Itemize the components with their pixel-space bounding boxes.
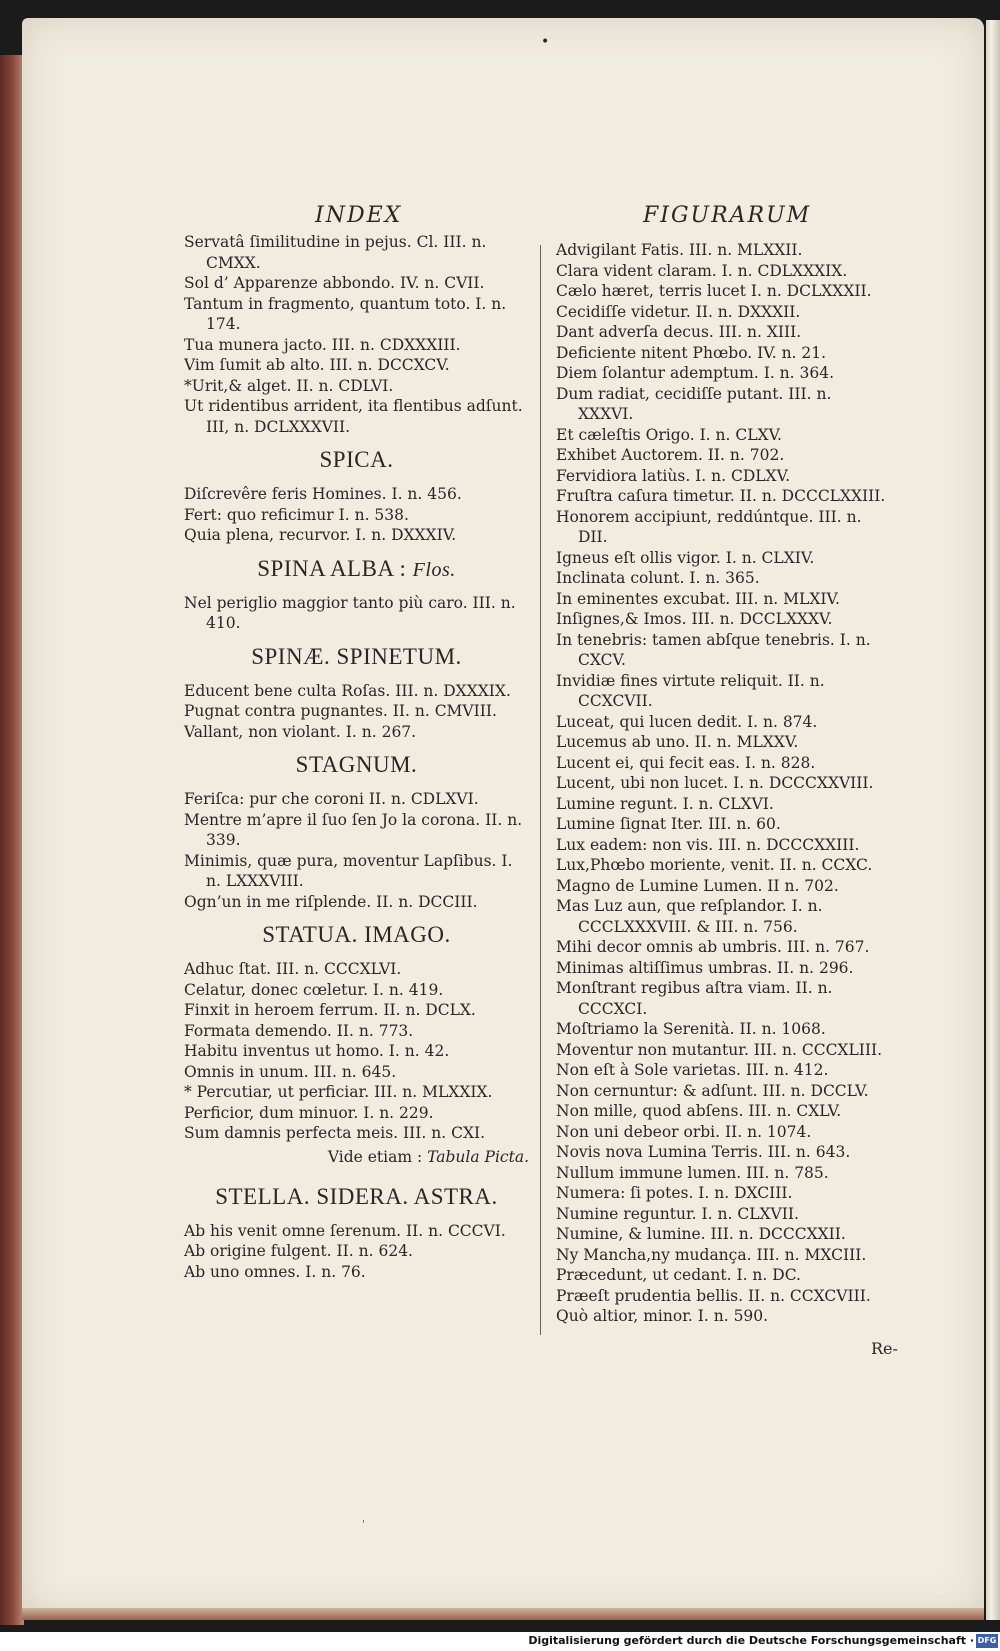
index-entry: *Urit,& alget. II. n. CDLVI. — [184, 376, 394, 395]
index-entry: Lucemus ab uno. II. n. MLXXV. — [556, 733, 799, 751]
cross-reference — [184, 1146, 529, 1168]
index-entry: Lux eadem: non vis. III. n. DCCCXXIII. — [556, 835, 860, 854]
index-entry: Minimas altiſſimus umbras. II. n. 296. — [556, 958, 854, 977]
index-entry: Lumine regunt. I. n. CLXVI. — [556, 794, 774, 813]
index-entry: Cecidiſſe videtur. II. n. DXXXII. — [556, 302, 801, 321]
book-edge-bottom — [22, 1608, 984, 1620]
section-heading-spica: SPICA. — [319, 447, 394, 472]
section-heading-statua: STATUA. IMAGO. — [262, 922, 451, 947]
index-entry: Vallant, non violant. I. n. 267. — [184, 722, 417, 741]
index-entry: Non mille, quod abſens. III. n. CXLV. — [556, 1102, 842, 1120]
index-entry: Ab his venit omne ſerenum. II. n. CCCVI. — [184, 1221, 506, 1240]
footer-credit: Digitalisierung gefördert durch die Deutsche Forschungsgemeinschaft · — [528, 1634, 974, 1647]
book-fore-edge — [986, 20, 1000, 1620]
catchword: Re- — [871, 1339, 898, 1358]
index-entry: Lucent, ubi non lucet. I. n. DCCCXXVIII. — [556, 774, 874, 792]
index-entry: Numera: ſi potes. I. n. DXCIII. — [556, 1184, 793, 1202]
index-entry: Mentre m’apre il ſuo ſen Jo la corona. II. n. 339. — [184, 810, 523, 849]
section-heading-spinae: SPINÆ. SPINETUM. — [251, 643, 462, 669]
left-column — [184, 232, 529, 1282]
cross-reference-text: Vide etiam : — [327, 1147, 423, 1166]
index-entry: Dant adverſa decus. III. n. XIII. — [556, 323, 802, 341]
index-entry: Educent bene culta Roſas. III. n. DXXXIX. — [184, 681, 511, 700]
index-entry: Nel periglio maggior tanto più caro. III. n. 410. — [184, 593, 516, 632]
index-entry: Sol d’ Apparenze abbondo. IV. n. CVII. — [184, 274, 485, 292]
index-entry: Deficiente nitent Phœbo. IV. n. 21. — [556, 343, 827, 362]
index-entry: Fervidiora latiùs. I. n. CDLXV. — [556, 466, 791, 485]
index-entry: Tantum in fragmento, quantum toto. I. n. 174. — [184, 294, 507, 333]
column-rule — [540, 245, 541, 1335]
index-entry: Ab uno omnes. I. n. 76. — [184, 1262, 366, 1281]
heading-text: SPINA ALBA : — [257, 555, 407, 581]
index-entry: Diſcrevêre feris Homines. I. n. 456. — [184, 485, 462, 503]
index-entry: Monſtrant regibus aſtra viam. II. n. CCCXCI. — [556, 979, 833, 1018]
index-entry: Luceat, qui lucen dedit. I. n. 874. — [556, 712, 818, 731]
book-edge-left — [0, 55, 24, 1625]
index-entry: Cælo hæret, terris lucet I. n. DCLXXXII. — [556, 282, 872, 300]
index-entry: Invidiæ fines virtute reliquit. II. n. CCXCVII. — [556, 671, 825, 710]
index-entry: Habitu inventus ut homo. I. n. 42. — [184, 1042, 450, 1060]
index-entry: Inclinata colunt. I. n. 365. — [556, 569, 760, 587]
heading-italic: Flos. — [412, 558, 456, 581]
index-entry: Dum radiat, cecidiſſe putant. III. n. XXXVI. — [556, 384, 832, 423]
right-column — [556, 240, 891, 1327]
index-entry: Non cernuntur: & adſunt. III. n. DCCLV. — [556, 1081, 869, 1100]
index-entry: Clara vident claram. I. n. CDLXXXIX. — [556, 261, 848, 280]
running-head-right: FIGURARUM — [643, 203, 812, 228]
footer-bar — [0, 1632, 1000, 1651]
dfg-logo-icon: DFG — [976, 1634, 998, 1648]
index-entry: Lumine ſignat Iter. III. n. 60. — [556, 815, 781, 833]
index-entry: Non uni debeor orbi. II. n. 1074. — [556, 1122, 812, 1141]
index-entry: In eminentes excubat. III. n. MLXIV. — [556, 589, 840, 608]
section-heading-spina-alba — [184, 556, 529, 582]
entries-top — [184, 232, 529, 437]
index-entry: Pugnat contra pugnantes. II. n. CMVIII. — [184, 702, 497, 720]
index-entry: Igneus eſt ollis vigor. I. n. CLXIV. — [556, 548, 815, 567]
index-entry: Lucent ei, qui fecit eas. I. n. 828. — [556, 753, 816, 772]
index-entry: Præeſt prudentia bellis. II. n. CCXCVIII. — [556, 1286, 871, 1305]
index-entry: Lux,Phœbo moriente, venit. II. n. CCXC. — [556, 856, 873, 874]
page-speck: ˈ — [362, 1520, 365, 1531]
index-entry: Diem ſolantur ademptum. I. n. 364. — [556, 364, 835, 382]
index-entry: * Percutiar, ut perficiar. III. n. MLXXIX. — [184, 1083, 493, 1101]
section-heading-stella: STELLA. SIDERA. ASTRA. — [215, 1183, 498, 1209]
index-entry: Moventur non mutantur. III. n. CCCXLIII. — [556, 1040, 883, 1059]
cross-reference-target: Tabula Picta. — [427, 1147, 529, 1166]
index-entry: Mas Luz aun, que reſplandor. I. n. CCCLXXXVIII. & III. n. 756. — [556, 897, 823, 936]
index-entry: Feriſca: pur che coroni II. n. CDLXVI. — [184, 790, 479, 808]
index-entry: Fruſtra caſura timetur. II. n. DCCCLXXIII. — [556, 487, 886, 505]
index-entry: Ogn’un in me riſplende. II. n. DCCIII. — [184, 892, 478, 911]
index-entry: Mihi decor omnis ab umbris. III. n. 767. — [556, 938, 870, 956]
index-entry: Exhibet Auctorem. II. n. 702. — [556, 446, 785, 464]
index-entry: Celatur, donec cœletur. I. n. 419. — [184, 980, 444, 999]
index-entry: Ny Mancha,ny mudança. III. n. MXCIII. — [556, 1245, 867, 1264]
running-head-left: INDEX — [315, 203, 403, 228]
index-entry: Minimis, quæ pura, moventur Lapſibus. I. n. LXXXVIII. — [184, 851, 513, 890]
index-entry: Vim ſumit ab alto. III. n. DCCXCV. — [184, 356, 450, 374]
index-entry: Honorem accipiunt, reddúntque. III. n. DII. — [556, 507, 862, 546]
index-entry: Et cæleſtis Origo. I. n. CLXV. — [556, 425, 782, 444]
index-entry: Fert: quo reficimur I. n. 538. — [184, 505, 409, 524]
index-entry: Formata demendo. II. n. 773. — [184, 1021, 414, 1040]
index-entry: Sum damnis perfecta meis. III. n. CXI. — [184, 1124, 486, 1142]
index-entry: Advigilant Fatis. III. n. MLXXII. — [556, 241, 803, 259]
index-entry: Numine reguntur. I. n. CLXVII. — [556, 1204, 799, 1223]
section-heading-stagnum: STAGNUM. — [295, 752, 418, 777]
index-entry: Servatâ ſimilitudine in pejus. Cl. III. n. CMXX. — [184, 233, 487, 272]
index-entry: In tenebris: tamen abſque tenebris. I. n. CXCV. — [556, 630, 871, 669]
index-entry: Adhuc ſtat. III. n. CCCXLVI. — [184, 960, 402, 978]
index-entry: Quò altior, minor. I. n. 590. — [556, 1307, 769, 1325]
index-entry: Perficior, dum minuor. I. n. 229. — [184, 1103, 434, 1122]
index-entry: Ut ridentibus arrident, ita flentibus adſunt. III, n. DCLXXXVII. — [184, 397, 523, 436]
index-entry: Non eſt à Sole varietas. III. n. 412. — [556, 1061, 829, 1079]
index-entry: Quia plena, recurvor. I. n. DXXXIV. — [184, 526, 457, 544]
page-mark: • — [541, 34, 550, 50]
index-entry: Tua munera jacto. III. n. CDXXXIII. — [184, 335, 461, 354]
index-entry: Magno de Lumine Lumen. II n. 702. — [556, 876, 839, 895]
index-entry: Nullum immune lumen. III. n. 785. — [556, 1163, 829, 1182]
index-entry: Novis nova Lumina Terris. III. n. 643. — [556, 1143, 851, 1161]
index-entry: Numine, & lumine. III. n. DCCCXXII. — [556, 1225, 846, 1243]
index-entry: Finxit in heroem ferrum. II. n. DCLX. — [184, 1001, 476, 1019]
index-entry: Præcedunt, ut cedant. I. n. DC. — [556, 1266, 801, 1284]
index-entry: Moſtriamo la Serenità. II. n. 1068. — [556, 1020, 826, 1038]
index-entry: Inſignes,& Imos. III. n. DCCLXXXV. — [556, 610, 833, 628]
index-entry: Ab origine fulgent. II. n. 624. — [184, 1242, 413, 1260]
index-entry: Omnis in unum. III. n. 645. — [184, 1062, 397, 1081]
